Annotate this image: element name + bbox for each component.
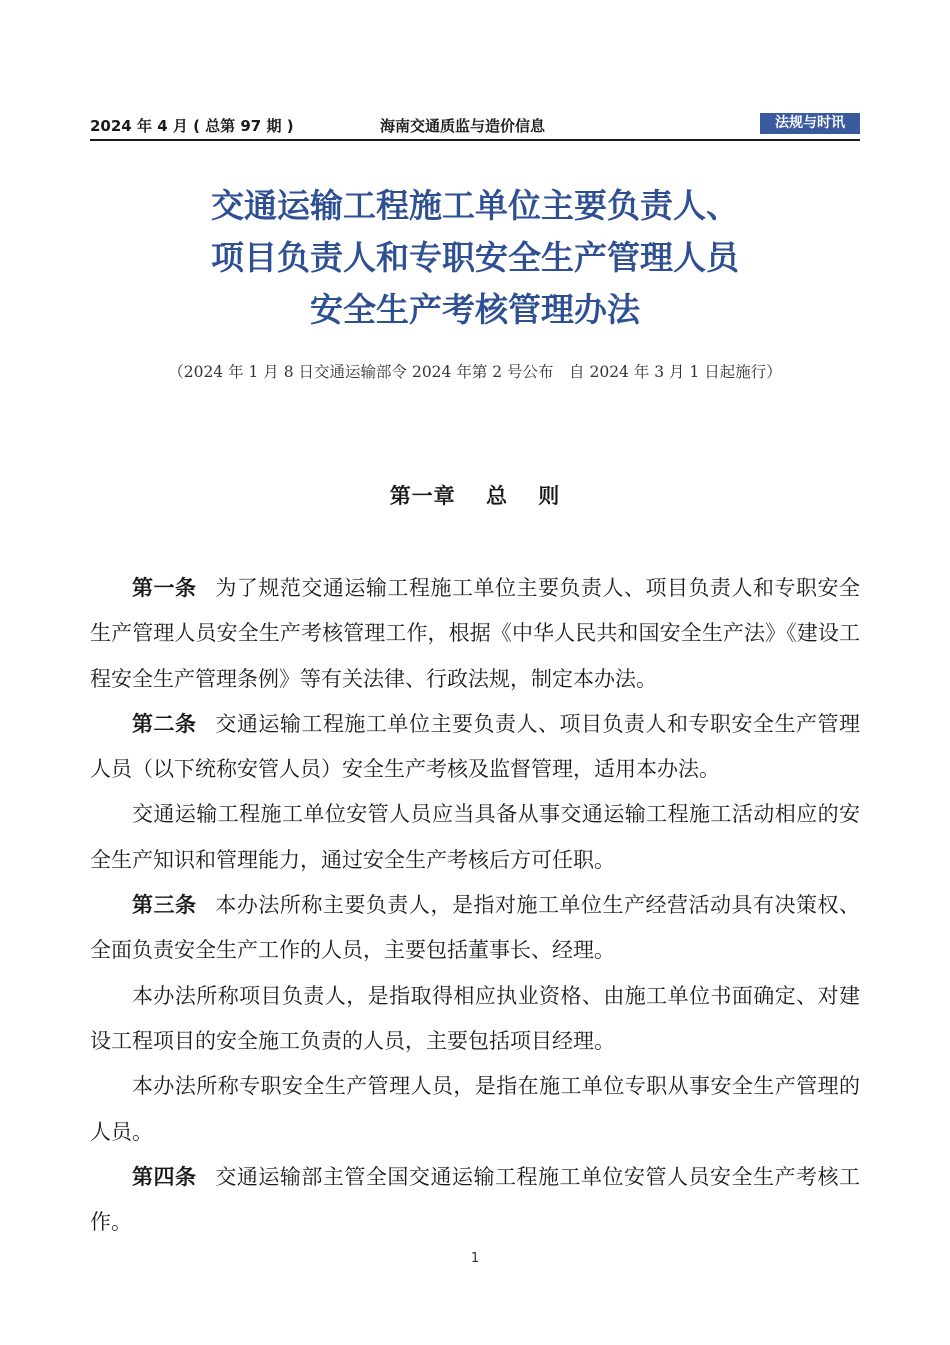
issue-info: 2024 年 4 月 ( 总第 97 期 ) — [90, 117, 294, 135]
article-number: 第二条 — [132, 711, 197, 736]
paragraph-text: 交通运输工程施工单位安管人员应当具备从事交通运输工程施工活动相应的安全生产知识和管理能力，通过安全生产考核后方可任职。 — [90, 802, 860, 872]
paragraph-text: 交通运输部主管全国交通运输工程施工单位安管人员安全生产考核工作。 — [90, 1164, 861, 1235]
page-number: 1 — [470, 1251, 480, 1266]
paragraph — [90, 1155, 860, 1246]
promulgation-note: （2024 年 1 月 8 日交通运输部令 2024 年第 2 号公布 自 2024 年 3 月 1 日起施行） — [168, 363, 782, 381]
document-title — [90, 180, 860, 336]
section-tag: 法规与时讯 — [760, 113, 860, 134]
page-header — [90, 113, 860, 141]
paragraph — [90, 883, 860, 974]
paragraph — [90, 566, 860, 702]
chapter-heading: 第一章 总 则 — [389, 484, 561, 508]
paragraph — [90, 792, 860, 883]
paragraph-text: 本办法所称主要负责人，是指对施工单位生产经营活动具有决策权、全面负责安全生产工作的人员，主要包括董事长、经理。 — [90, 893, 861, 963]
paragraph-text: 交通运输工程施工单位主要负责人、项目负责人和专职安全生产管理人员（以下统称安管人员）安全生产考核及监督管理，适用本办法。 — [90, 711, 861, 782]
title-line: 项目负责人和专职安全生产管理人员 — [211, 238, 739, 277]
paragraph — [90, 1064, 860, 1155]
paragraph-text: 本办法所称项目负责人，是指取得相应执业资格、由施工单位书面确定、对建设工程项目的安全施工负责的人员，主要包括项目经理。 — [90, 983, 860, 1053]
article-number: 第一条 — [132, 576, 197, 600]
paragraph-text: 为了规范交通运输工程施工单位主要负责人、项目负责人和专职安全生产管理人员安全生产考核管理工作，根据《中华人民共和国安全生产法》《建设工程安全生产管理条例》等有关法律、行政法规，制定本办法。 — [90, 576, 861, 691]
paragraph — [90, 702, 860, 793]
article-number: 第三条 — [132, 893, 197, 918]
title-line: 交通运输工程施工单位主要负责人、 — [211, 186, 739, 225]
paragraph-text: 本办法所称专职安全生产管理人员，是指在施工单位专职从事安全生产管理的人员。 — [90, 1074, 860, 1144]
title-line: 安全生产考核管理办法 — [310, 290, 640, 329]
journal-name: 海南交通质监与造价信息 — [380, 117, 546, 135]
paragraph — [90, 974, 860, 1065]
article-body — [90, 566, 860, 1245]
article-number: 第四条 — [132, 1164, 197, 1189]
